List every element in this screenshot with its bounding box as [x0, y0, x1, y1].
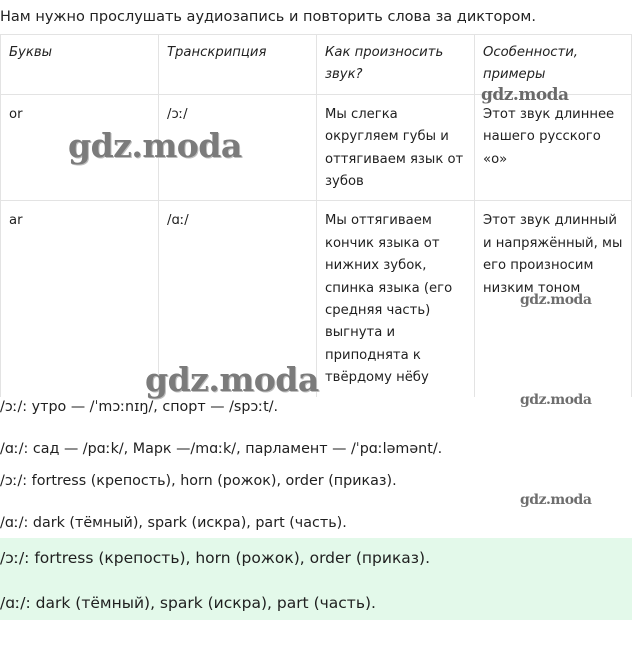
answer-line: /ɑː/: dark (тёмный), spark (искра), part (часть). — [0, 594, 376, 612]
example-line: /ɔː/: утро — /ˈmɔːnɪŋ/, спорт — /spɔːt/. — [0, 399, 279, 415]
header-transcription: Транскрипция — [159, 35, 317, 95]
watermark: gdz.moda — [520, 292, 592, 308]
cell-pronunciation: Мы слегка округляем губы и оттягиваем язык от зубов — [317, 94, 475, 201]
cell-letters: ar — [1, 201, 159, 397]
example-line: /ɑː/: сад — /pɑːk/, Марк —/mɑːk/, парламент — /ˈpɑːləmənt/. — [0, 441, 443, 457]
cell-transcription: /ɔː/ — [159, 94, 317, 201]
answer-block — [0, 538, 632, 620]
watermark: gdz.moda — [68, 126, 242, 165]
watermark: gdz.moda — [481, 85, 569, 105]
cell-features: Этот звук длинный и напряжённый, мы его произносим низким тоном — [475, 201, 632, 397]
example-line: /ɑː/: dark (тёмный), spark (искра), part (часть). — [0, 515, 347, 531]
header-pronunciation: Как произносить звук? — [317, 35, 475, 95]
cell-features: Этот звук длиннее нашего русского «о» — [475, 94, 632, 201]
answer-line: /ɔː/: fortress (крепость), horn (рожок), order (приказ). — [0, 549, 431, 567]
cell-pronunciation: Мы оттягиваем кончик языка от нижних зубок, спинка языка (его средняя часть) выгнута и приподнята к твёрдому нёбу — [317, 201, 475, 397]
watermark: gdz.moda — [520, 392, 592, 408]
cell-letters: or — [1, 94, 159, 201]
header-features: Особенности, примеры — [475, 35, 632, 95]
header-letters: Буквы — [1, 35, 159, 95]
intro-text: Нам нужно прослушать аудиозапись и повторить слова за диктором. — [0, 9, 536, 25]
watermark: gdz.moda — [145, 360, 319, 399]
watermark: gdz.moda — [520, 492, 592, 508]
cell-transcription: /ɑː/ — [159, 201, 317, 397]
example-line: /ɔː/: fortress (крепость), horn (рожок), order (приказ). — [0, 473, 397, 489]
